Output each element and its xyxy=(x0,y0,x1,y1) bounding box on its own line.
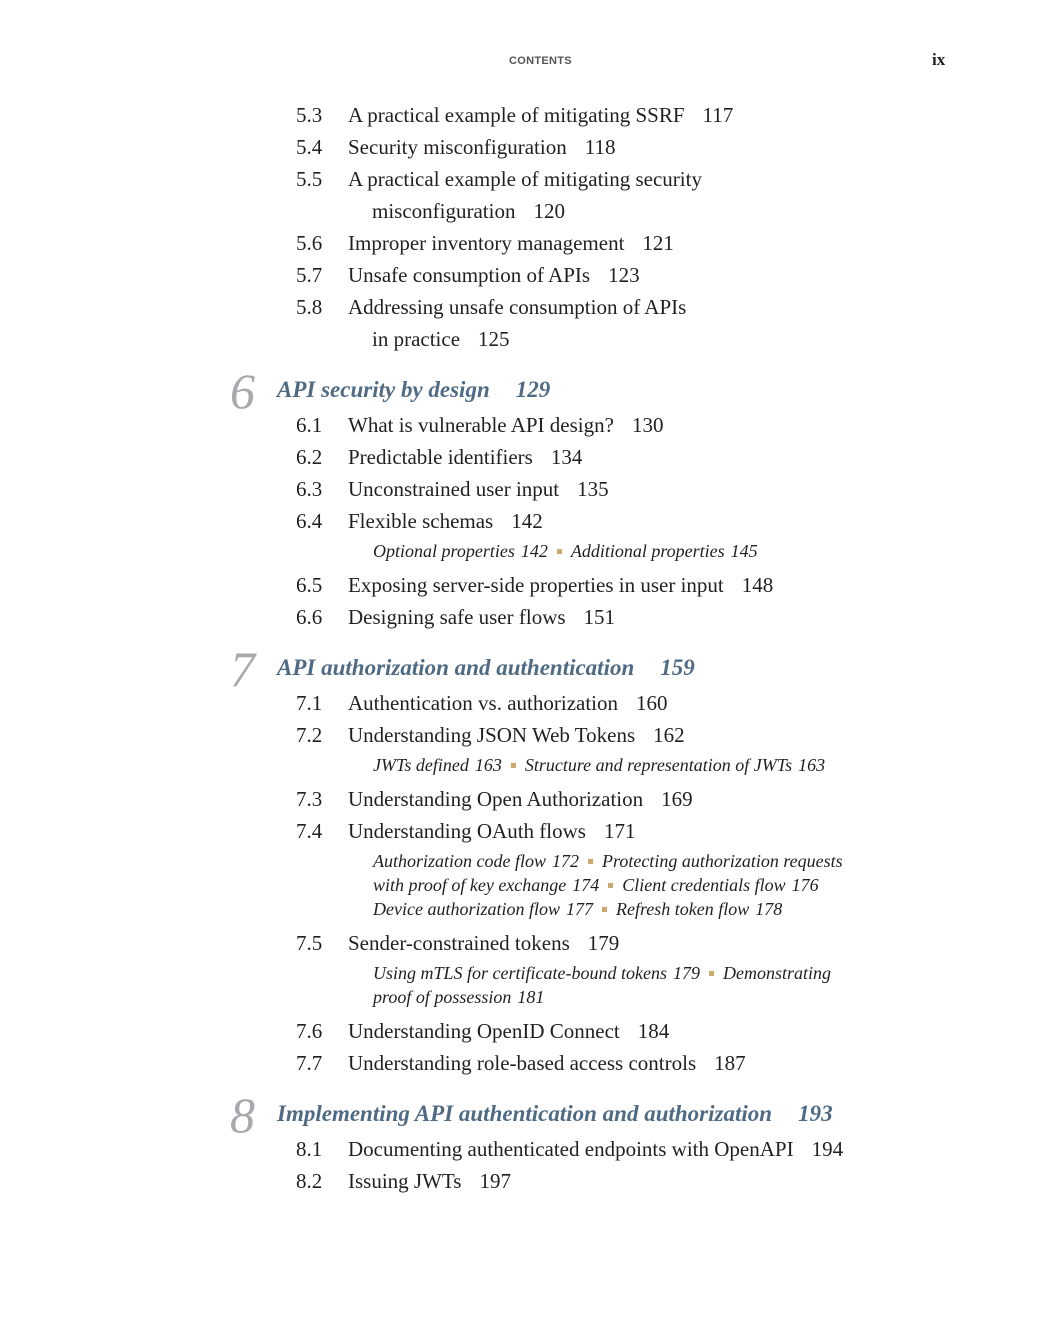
section-page: 187 xyxy=(714,1051,746,1075)
subsection-title: Refresh token flow xyxy=(615,899,750,919)
toc-section-5-4[interactable] xyxy=(296,131,936,163)
bullet-separator-icon xyxy=(602,907,607,912)
section-title: Improper inventory management xyxy=(348,231,625,255)
section-number: 7.3 xyxy=(296,787,323,811)
subsection-page: 163 xyxy=(798,755,826,775)
toc-chapter-8[interactable] xyxy=(230,1087,1062,1143)
subsection-item[interactable] xyxy=(723,963,831,983)
subsection-title: Using mTLS for certificate-bound tokens xyxy=(373,963,667,983)
chapter-number: 8 xyxy=(230,1087,255,1143)
subsection-line xyxy=(373,961,893,985)
toc-section-6-1[interactable] xyxy=(296,409,936,441)
subsection-item[interactable] xyxy=(373,851,579,871)
table-of-contents xyxy=(0,99,1062,1197)
section-page: 194 xyxy=(811,1137,844,1161)
section-page: 130 xyxy=(631,413,664,437)
section-number: 6.6 xyxy=(296,605,323,629)
subsection-title: Structure and representation of JWTs xyxy=(524,755,793,775)
section-title: A practical example of mitigating security xyxy=(348,167,702,191)
section-page: 171 xyxy=(603,819,636,843)
section-number: 5.7 xyxy=(296,263,323,287)
subsection-page: 176 xyxy=(791,875,819,895)
section-page: 179 xyxy=(587,931,620,955)
subsection-item[interactable] xyxy=(373,875,599,895)
subsection-title: with proof of key exchange xyxy=(373,875,567,895)
subsection-page: 142 xyxy=(520,541,548,561)
subsection-page: 181 xyxy=(517,987,545,1007)
subsection-item[interactable] xyxy=(571,541,758,561)
toc-section-8-2[interactable] xyxy=(296,1165,936,1197)
section-title: Security misconfiguration xyxy=(348,135,567,159)
section-number: 7.1 xyxy=(296,691,323,715)
toc-section-5-5[interactable] xyxy=(296,163,936,227)
section-number: 8.1 xyxy=(296,1137,323,1161)
subsection-line xyxy=(373,985,893,1009)
section-number: 7.7 xyxy=(296,1051,323,1075)
bullet-separator-icon xyxy=(557,549,562,554)
section-page: 148 xyxy=(741,573,774,597)
subsection-list xyxy=(373,539,893,563)
toc-section-7-3[interactable] xyxy=(296,783,936,815)
subsection-list xyxy=(373,849,893,921)
toc-chapter-7[interactable] xyxy=(230,641,1062,697)
subsection-item[interactable] xyxy=(373,541,548,561)
toc-section-5-8[interactable] xyxy=(296,291,936,355)
section-title: Addressing unsafe consumption of APIs xyxy=(348,295,687,319)
section-title: Issuing JWTs xyxy=(348,1169,462,1193)
toc-section-7-4[interactable] xyxy=(296,815,936,847)
section-title: Understanding OAuth flows xyxy=(348,819,586,843)
section-title: What is vulnerable API design? xyxy=(348,413,614,437)
section-number: 7.2 xyxy=(296,723,323,747)
toc-section-6-5[interactable] xyxy=(296,569,936,601)
toc-section-8-1[interactable] xyxy=(296,1133,996,1165)
chapter-title: API security by design xyxy=(277,377,490,402)
chapter-page: 129 xyxy=(515,377,551,402)
subsection-page: 177 xyxy=(565,899,593,919)
section-title: Understanding OpenID Connect xyxy=(348,1019,620,1043)
section-number: 7.4 xyxy=(296,819,323,843)
subsection-title: Device authorization flow xyxy=(373,899,560,919)
section-number: 6.2 xyxy=(296,445,323,469)
section-title: Understanding role-based access controls xyxy=(348,1051,697,1075)
section-number: 6.4 xyxy=(296,509,323,533)
section-page: 162 xyxy=(653,723,685,747)
section-title: Unconstrained user input xyxy=(348,477,560,501)
subsection-title: Authorization code flow xyxy=(373,851,546,871)
subsection-title: proof of possession xyxy=(373,987,512,1007)
subsection-page: 179 xyxy=(672,963,700,983)
section-number: 5.8 xyxy=(296,295,323,319)
section-title-continued: misconfiguration xyxy=(372,199,516,223)
subsection-line xyxy=(373,873,893,897)
toc-section-5-3[interactable] xyxy=(296,99,936,131)
section-title-continued: in practice xyxy=(372,327,461,351)
section-page: 160 xyxy=(636,691,668,715)
section-page: 117 xyxy=(702,103,734,127)
subsection-title: JWTs defined xyxy=(373,755,469,775)
chapter-number: 6 xyxy=(230,363,255,419)
chapter-page: 193 xyxy=(798,1101,833,1126)
subsection-item[interactable] xyxy=(622,875,818,895)
section-number: 7.5 xyxy=(296,931,323,955)
section-page: 169 xyxy=(661,787,693,811)
toc-section-7-6[interactable] xyxy=(296,1015,936,1047)
subsection-line xyxy=(373,897,893,921)
subsection-page: 174 xyxy=(572,875,600,895)
bullet-separator-icon xyxy=(709,971,714,976)
subsection-item[interactable] xyxy=(373,963,700,983)
section-page: 184 xyxy=(637,1019,670,1043)
subsection-page: 145 xyxy=(730,541,758,561)
subsection-title: Protecting authorization requests xyxy=(602,851,843,871)
chapter-number: 7 xyxy=(230,641,255,697)
section-number: 5.4 xyxy=(296,135,323,159)
section-number: 6.5 xyxy=(296,573,323,597)
subsection-list xyxy=(373,961,893,1009)
section-title: Authentication vs. authorization xyxy=(348,691,619,715)
section-number: 6.1 xyxy=(296,413,323,437)
toc-section-6-2[interactable] xyxy=(296,441,936,473)
toc-section-5-7[interactable] xyxy=(296,259,936,291)
section-title: Exposing server-side properties in user input xyxy=(348,573,724,597)
subsection-title: Demonstrating xyxy=(722,963,831,983)
section-page: 118 xyxy=(584,135,616,159)
section-number: 8.2 xyxy=(296,1169,323,1193)
section-number: 6.3 xyxy=(296,477,323,501)
chapter-title: API authorization and authentication xyxy=(277,655,635,680)
subsection-item[interactable] xyxy=(525,755,825,775)
chapter-title: Implementing API authentication and authorization xyxy=(277,1101,773,1126)
section-title: Unsafe consumption of APIs xyxy=(348,263,591,287)
subsection-list xyxy=(373,753,893,777)
section-page: 120 xyxy=(533,199,565,223)
subsection-item[interactable] xyxy=(373,987,544,1007)
section-page: 135 xyxy=(577,477,609,501)
subsection-title: Client credentials flow xyxy=(622,875,786,895)
section-page: 151 xyxy=(583,605,616,629)
section-page: 121 xyxy=(642,231,674,255)
bullet-separator-icon xyxy=(608,883,613,888)
section-number: 7.6 xyxy=(296,1019,323,1043)
section-title: A practical example of mitigating SSRF xyxy=(348,103,685,127)
subsection-title: Additional properties xyxy=(570,541,725,561)
section-number: 5.3 xyxy=(296,103,323,127)
section-page: 142 xyxy=(511,509,543,533)
section-page: 134 xyxy=(550,445,583,469)
toc-section-7-5[interactable] xyxy=(296,927,936,959)
section-page: 197 xyxy=(479,1169,511,1193)
section-title: Understanding JSON Web Tokens xyxy=(348,723,636,747)
page-number: ix xyxy=(932,50,946,69)
subsection-item[interactable] xyxy=(602,851,843,871)
section-title: Documenting authenticated endpoints with OpenAPI xyxy=(348,1137,794,1161)
subsection-item[interactable] xyxy=(373,755,502,775)
subsection-item[interactable] xyxy=(373,899,593,919)
section-title: Predictable identifiers xyxy=(348,445,533,469)
section-title: Understanding Open Authorization xyxy=(348,787,644,811)
section-page: 123 xyxy=(608,263,640,287)
section-page: 125 xyxy=(478,327,510,351)
bullet-separator-icon xyxy=(511,763,516,768)
running-head: CONTENTS xyxy=(509,55,572,67)
subsection-title: Optional properties xyxy=(373,541,515,561)
toc-section-7-2[interactable] xyxy=(296,719,936,751)
subsection-page: 172 xyxy=(552,851,579,871)
section-title: Flexible schemas xyxy=(348,509,494,533)
subsection-page: 178 xyxy=(755,899,783,919)
subsection-item[interactable] xyxy=(616,899,782,919)
section-title: Sender-constrained tokens xyxy=(348,931,570,955)
subsection-line xyxy=(373,849,893,873)
toc-section-5-6[interactable] xyxy=(296,227,936,259)
toc-section-6-3[interactable] xyxy=(296,473,936,505)
toc-chapter-6[interactable] xyxy=(230,363,1062,419)
section-number: 5.6 xyxy=(296,231,323,255)
bullet-separator-icon xyxy=(588,859,593,864)
toc-section-7-7[interactable] xyxy=(296,1047,936,1079)
subsection-page: 163 xyxy=(474,755,502,775)
chapter-page: 159 xyxy=(660,655,695,680)
section-number: 5.5 xyxy=(296,167,323,191)
toc-section-6-4[interactable] xyxy=(296,505,936,537)
toc-section-6-6[interactable] xyxy=(296,601,936,633)
section-title: Designing safe user flows xyxy=(348,605,566,629)
toc-section-7-1[interactable] xyxy=(296,687,936,719)
